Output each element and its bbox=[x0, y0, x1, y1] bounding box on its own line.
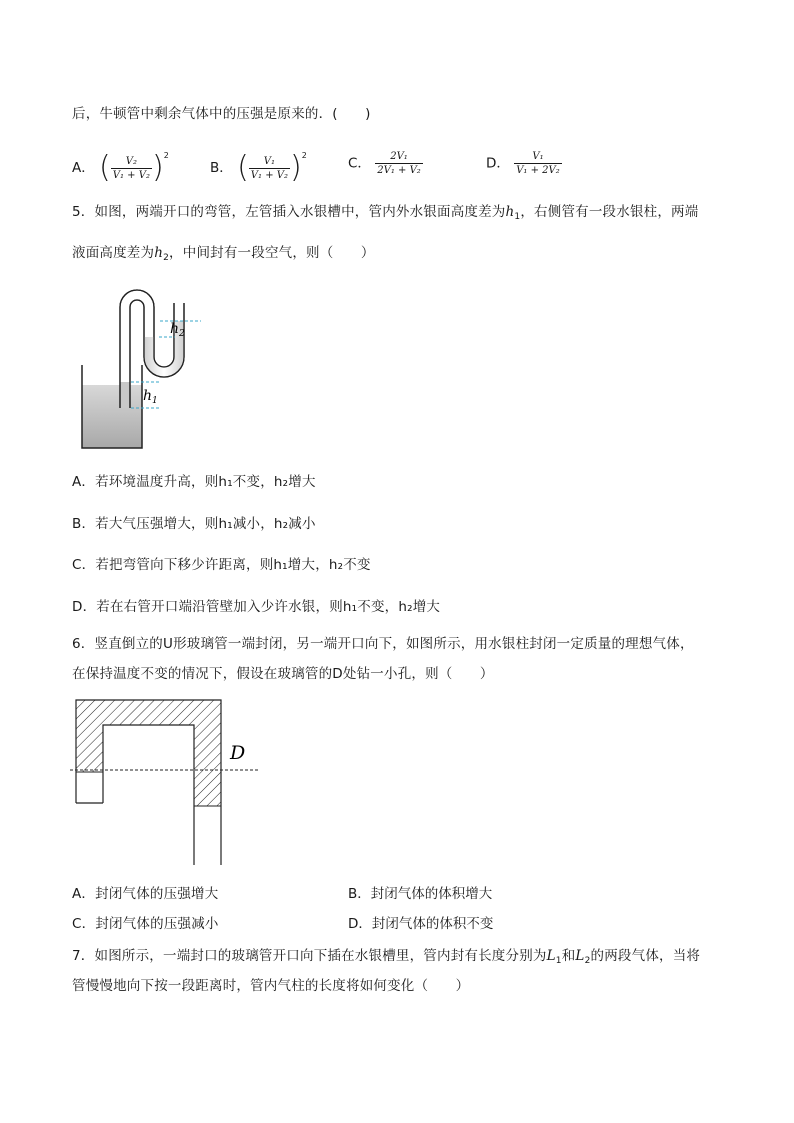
q5-option-b[interactable]: B．若大气压强增大，则h₁减小，h₂减小 bbox=[72, 516, 316, 532]
q5-stem-line2: 液面高度差为$h_2$，中间封有一段空气，则（ ） bbox=[72, 245, 375, 263]
q6-u-tube-figure bbox=[70, 695, 270, 870]
q5-option-c[interactable]: C．若把弯管向下移少许距离，则h₁增大，h₂不变 bbox=[72, 557, 371, 573]
q6-stem-line1: 6．竖直倒立的U形玻璃管一端封闭，另一端开口向下，如图所示，用水银柱封闭一定质量的理想气体， bbox=[72, 636, 694, 652]
q5-option-d[interactable]: D．若在右管开口端沿管壁加入少许水银，则h₁不变，h₂增大 bbox=[72, 599, 441, 615]
q6-option-a[interactable]: A．封闭气体的压强增大 bbox=[72, 886, 219, 902]
point-d-label: D bbox=[230, 742, 246, 764]
q4-option-b[interactable]: B． ( $\frac{\text{V₁}}{\text{V₁ + V₂}}$ )$^2$ bbox=[210, 150, 307, 185]
q7-stem-line1: 7．如图所示，一端封口的玻璃管开口向下插在水银槽里，管内封有长度分别为$L_1$和$L_2$的两段气体，当将 bbox=[72, 948, 701, 966]
q4-tail-text: 后，牛顿管中剩余气体中的压强是原来的．( ) bbox=[72, 106, 371, 122]
option-label: C． bbox=[348, 155, 371, 172]
u-tube-inner-wall bbox=[103, 725, 194, 865]
option-label: A． bbox=[72, 160, 95, 176]
h1-label: $h_1$ bbox=[143, 388, 158, 406]
h2-label: $h_2$ bbox=[170, 321, 185, 339]
q4-option-d[interactable] bbox=[486, 150, 562, 177]
q6-option-d[interactable]: D．封闭气体的体积不变 bbox=[348, 916, 494, 932]
option-label: B． bbox=[210, 160, 233, 176]
fraction: $\frac{\text{V₂}}{\text{V₁ + V₂}}$ bbox=[112, 155, 150, 181]
q4-option-c[interactable] bbox=[348, 150, 423, 177]
q6-stem-line2: 在保持温度不变的情况下，假设在玻璃管的D处钻一小孔，则（ ） bbox=[72, 666, 494, 682]
mercury-hatched bbox=[76, 700, 221, 806]
mercury-bath bbox=[82, 385, 142, 448]
fraction: $\frac{\text{V₁}}{\text{V₁ + V₂}}$ bbox=[250, 155, 288, 181]
q6-option-b[interactable]: B．封闭气体的体积增大 bbox=[348, 886, 493, 902]
q4-option-a[interactable]: A． ( $\frac{\text{V₂}}{\text{V₁ + V₂}}$ )$^2$ bbox=[72, 150, 169, 185]
q5-tube-figure bbox=[75, 285, 225, 450]
q5-stem-line1: 5．如图，两端开口的弯管，左管插入水银槽中，管内外水银面高度差为$h_1$，右侧管有一段水银柱，两端 bbox=[72, 204, 699, 222]
q6-option-c[interactable]: C．封闭气体的压强减小 bbox=[72, 916, 219, 932]
fraction: $\frac{\text{V₁}}{\text{V₁ + 2V₂}}$ bbox=[516, 151, 560, 176]
fraction: $\frac{\text{2V₁}}{\text{2V₁ + V₂}}$ bbox=[377, 151, 421, 176]
option-label: D． bbox=[486, 155, 510, 172]
q5-option-a[interactable]: A．若环境温度升高，则h₁不变，h₂增大 bbox=[72, 474, 316, 490]
q7-stem-line2: 管慢慢地向下按一段距离时，管内气柱的长度将如何变化（ ） bbox=[72, 978, 470, 994]
